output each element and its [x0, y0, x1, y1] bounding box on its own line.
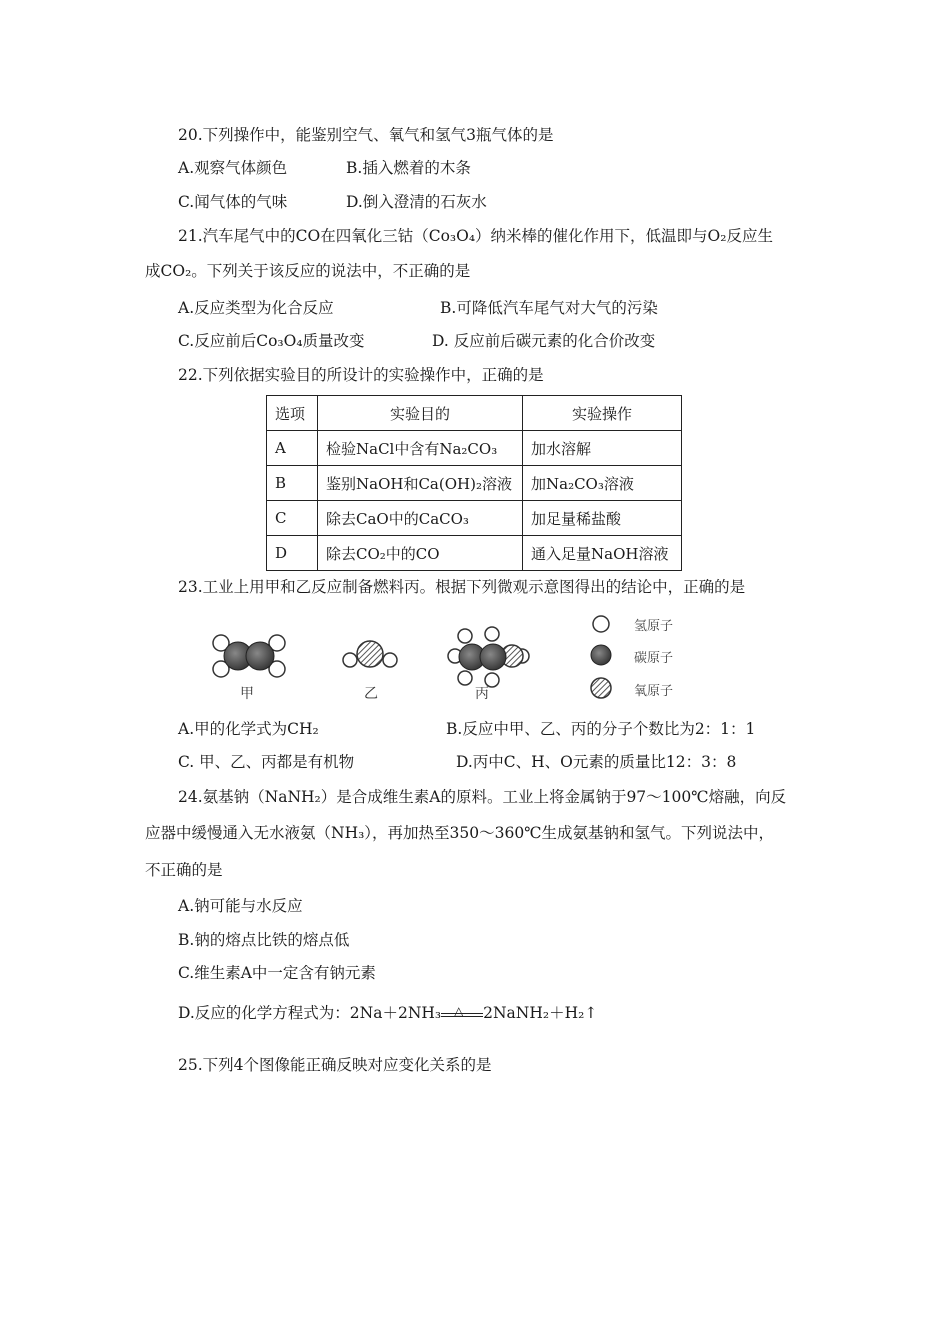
table-cell: 除去CO₂中的CO [318, 536, 523, 571]
q21-stem-line2: 成CO₂。下列关于该反应的说法中，不正确的是 [145, 262, 471, 280]
table-cell: B [267, 466, 318, 501]
q20-option-c: C.闻气体的气味 [178, 193, 288, 211]
q23-option-d: D.丙中C、H、O元素的质量比12：3：8 [456, 753, 737, 771]
legend-oxygen-label: 氧原子 [634, 684, 674, 699]
equation-reactants: D.反应的化学方程式为：2Na＋2NH₃ [178, 1004, 442, 1022]
q23-stem: 23.工业上用甲和乙反应制备燃料丙。根据下列微观示意图得出的结论中，正确的是 [178, 578, 746, 596]
q25-stem: 25.下列4个图像能正确反映对应变化关系的是 [178, 1056, 492, 1074]
carbon-atom [480, 644, 506, 670]
table-cell: D [267, 536, 318, 571]
q20-option-a: A.观察气体颜色 [178, 159, 288, 177]
table-row [267, 536, 682, 571]
label-jia: 甲 [240, 686, 254, 702]
heating-condition [441, 1003, 483, 1023]
table-cell: 鉴别NaOH和Ca(OH)₂溶液 [318, 466, 523, 501]
table-cell: 加足量稀盐酸 [523, 501, 682, 536]
experiment-table [266, 395, 682, 571]
table-header: 选项 [267, 396, 318, 431]
molecule-jia [213, 635, 285, 677]
q21-option-d: D. 反应前后碳元素的化合价改变 [432, 332, 656, 350]
q24-option-a: A.钠可能与水反应 [178, 897, 303, 915]
label-bing: 丙 [475, 686, 489, 702]
table-cell: 通入足量NaOH溶液 [523, 536, 682, 571]
delta-icon: △ [454, 1004, 464, 1018]
q20-stem: 20.下列操作中，能鉴别空气、氧气和氢气3瓶气体的是 [178, 126, 554, 144]
q21-option-b: B.可降低汽车尾气对大气的污染 [440, 299, 658, 317]
q24-option-c: C.维生素A中一定含有钠元素 [178, 964, 376, 982]
table-cell: 检验NaCl中含有Na₂CO₃ [318, 431, 523, 466]
q21-option-c: C.反应前后Co₃O₄质量改变 [178, 332, 365, 350]
hydrogen-atom [343, 653, 357, 667]
q24-stem-line1: 24.氨基钠（NaNH₂）是合成维生素A的原料。工业上将金属钠于97～100℃熔融，向反 [178, 788, 787, 806]
table-cell: C [267, 501, 318, 536]
q20-option-d: D.倒入澄清的石灰水 [346, 193, 487, 211]
q24-option-b: B.钠的熔点比铁的熔点低 [178, 931, 350, 949]
table-row [267, 501, 682, 536]
q24-stem-line3: 不正确的是 [145, 861, 223, 879]
hydrogen-atom [458, 629, 472, 643]
carbon-atom [246, 642, 274, 670]
legend-carbon-symbol [591, 645, 611, 665]
hydrogen-atom [485, 627, 499, 641]
table-header-row [267, 396, 682, 431]
legend-carbon-label: 碳原子 [634, 651, 674, 666]
molecule-yi [343, 641, 397, 667]
q20-option-b: B.插入燃着的木条 [346, 159, 471, 177]
q22-stem: 22.下列依据实验目的所设计的实验操作中，正确的是 [178, 366, 544, 384]
legend-hydrogen-label: 氢原子 [634, 619, 674, 634]
oxygen-atom [357, 641, 383, 667]
q23-option-b: B.反应中甲、乙、丙的分子个数比为2：1：1 [446, 720, 756, 738]
table-row [267, 431, 682, 466]
label-yi: 乙 [364, 686, 378, 702]
q23-option-c: C. 甲、乙、丙都是有机物 [178, 753, 355, 771]
legend-hydrogen-symbol [593, 616, 609, 632]
equation-products: 2NaNH₂＋H₂↑ [483, 1004, 598, 1022]
molecule-bing [448, 627, 529, 687]
table-header: 实验操作 [523, 396, 682, 431]
hydrogen-atom [458, 671, 472, 685]
table-cell: 加Na₂CO₃溶液 [523, 466, 682, 501]
table-header: 实验目的 [318, 396, 523, 431]
table-row [267, 466, 682, 501]
table-cell: 加水溶解 [523, 431, 682, 466]
table-cell: A [267, 431, 318, 466]
legend-oxygen-symbol [591, 678, 611, 698]
q21-option-a: A.反应类型为化合反应 [178, 299, 334, 317]
hydrogen-atom [383, 653, 397, 667]
equals-sign [441, 1013, 483, 1017]
q21-stem-line1: 21.汽车尾气中的CO在四氧化三钴（Co₃O₄）纳米棒的催化作用下，低温即与O₂反应生 [178, 227, 773, 245]
q23-option-a: A.甲的化学式为CH₂ [178, 720, 319, 738]
table-cell: 除去CaO中的CaCO₃ [318, 501, 523, 536]
q24-stem-line2: 应器中缓慢通入无水液氨（NH₃），再加热至350～360℃生成氨基钠和氢气。下列说法中， [145, 824, 775, 842]
q24-option-d [178, 1003, 597, 1023]
